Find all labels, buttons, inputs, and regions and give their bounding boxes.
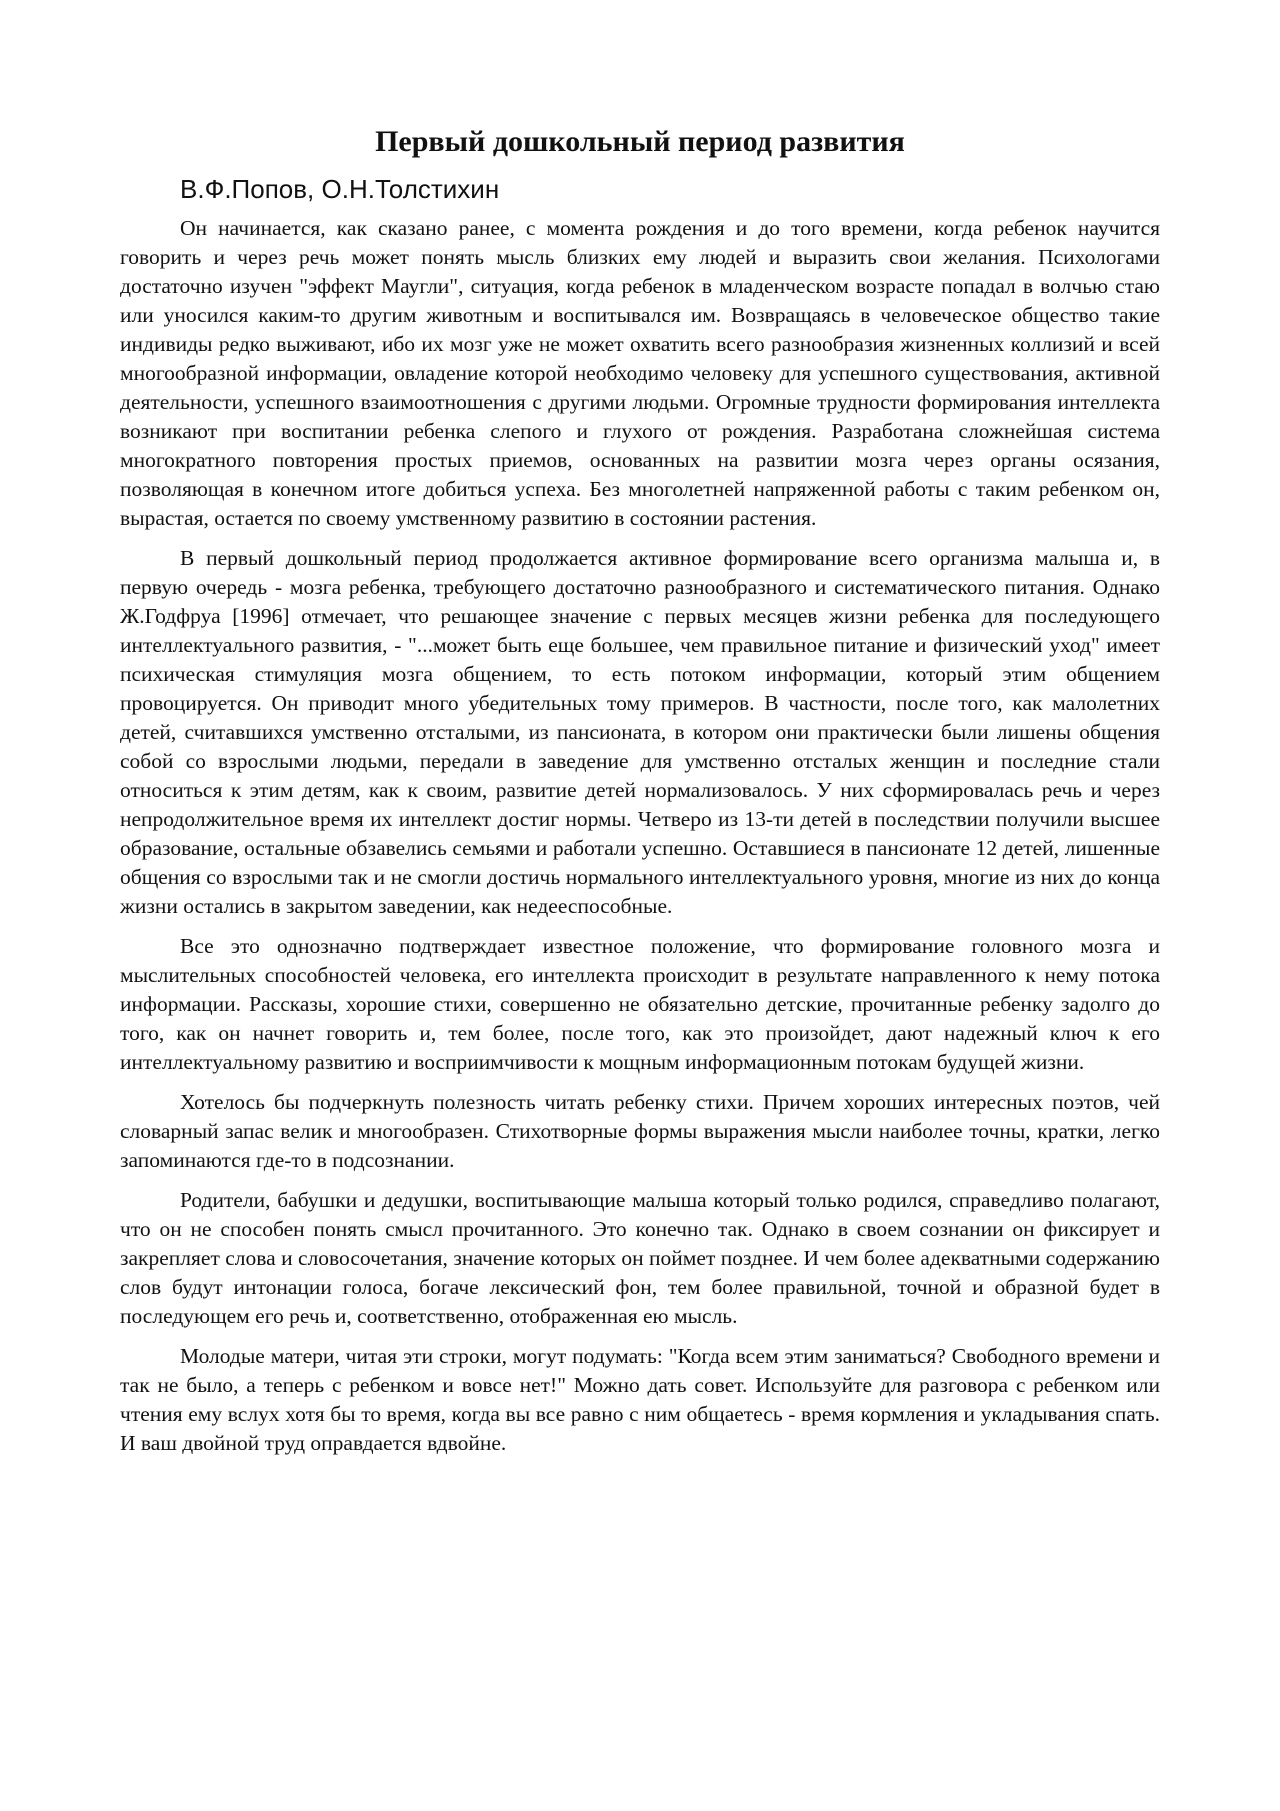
paragraph: Молодые матери, читая эти строки, могут подумать: "Когда всем этим заниматься? Свободного времени и так не было, а теперь с ребенком и вовсе нет!" Можно дать совет. Используйте для разговора с ребенком или чтения ему вслух хотя бы то время, когда вы все равно с ним общаетесь - время кормления и укладывания спать. И ваш двойной труд оправдается вдвойне. — [120, 1344, 1160, 1455]
paragraph: Все это однозначно подтверждает известное положение, что формирование головного мозга и мыслительных способностей человека, его интеллекта происходит в результате направленного к нему потока информации. Рассказы, хорошие стихи, совершенно не обязательно детские, прочитанные ребенку задолго до того, как он начнет говорить и, тем более, после того, как это произойдет, дают надежный ключ к его интеллектуальному развитию и восприимчивости к мощным информационным потокам будущей жизни. — [120, 934, 1160, 1074]
page-title: Первый дошкольный период развития — [375, 125, 905, 158]
paragraph: Родители, бабушки и дедушки, воспитывающие малыша который только родился, справедливо полагают, что он не способен понять смысл прочитанного. Это конечно так. Однако в своем сознании он фиксирует и закрепляет слова и словосочетания, значение которых он поймет позднее. И чем более адекватными содержанию слов будут интонации голоса, богаче лексический фон, тем более правильной, точной и образной будет в последующем его речь и, соответственно, отображенная ею мысль. — [120, 1188, 1160, 1328]
paragraph: Он начинается, как сказано ранее, с момента рождения и до того времени, когда ребенок научится говорить и через речь может понять мысль близких ему людей и выразить свои желания. Психологами достаточно изучен "эффект Маугли", ситуация, когда ребенок в младенческом возрасте попадал в волчью стаю или уносился каким-то другим животным и воспитывался им. Возвращаясь в человеческое общество такие индивиды редко выживают, ибо их мозг уже не может охватить всего разнообразия жизненных коллизий и всей многообразной информации, овладение которой необходимо человеку для успешного существования, активной деятельности, успешного взаимоотношения с другими людьми. Огромные трудности формирования интеллекта возникают при воспитании ребенка слепого и глухого от рождения. Разработана сложнейшая система многократного повторения простых приемов, основанных на развитии мозга через органы осязания, позволяющая в конечном итоге добиться успеха. Без многолетней напряженной работы с таким ребенком он, вырастая, остается по своему умственному развитию в состоянии растения. — [120, 216, 1160, 530]
authors-line: В.Ф.Попов, О.Н.Толстихин — [180, 174, 500, 204]
paragraph: Хотелось бы подчеркнуть полезность читать ребенку стихи. Причем хороших интересных поэтов, чей словарный запас велик и многообразен. Стихотворные формы выражения мысли наиболее точны, кратки, легко запоминаются где-то в подсознании. — [120, 1090, 1160, 1172]
paragraph: В первый дошкольный период продолжается активное формирование всего организма малыша и, в первую очередь - мозга ребенка, требующего достаточно разнообразного и систематического питания. Однако Ж.Годфруа [1996] отмечает, что решающее значение с первых месяцев жизни ребенка для последующего интеллектуального развития, - "...может быть еще большее, чем правильное питание и физический уход" имеет психическая стимуляция мозга общением, то есть потоком информации, который этим общением провоцируется. Он приводит много убедительных тому примеров. В частности, после того, как малолетних детей, считавшихся умственно отсталыми, из пансионата, в котором они практически были лишены общения собой со взрослыми людьми, передали в заведение для умственно отсталых женщин и последние стали относиться к этим детям, как к своим, развитие детей нормализовалось. У них сформировалась речь и через непродолжительное время их интеллект достиг нормы. Четверо из 13-ти детей в последствии получили высшее образование, остальные обзавелись семьями и работали успешно. Оставшиеся в пансионате 12 детей, лишенные общения со взрослыми так и не смогли достичь нормального интеллектуального уровня, многие из них до конца жизни остались в закрытом заведении, как недееспособные. — [120, 546, 1160, 918]
document-page — [120, 120, 1160, 1469]
